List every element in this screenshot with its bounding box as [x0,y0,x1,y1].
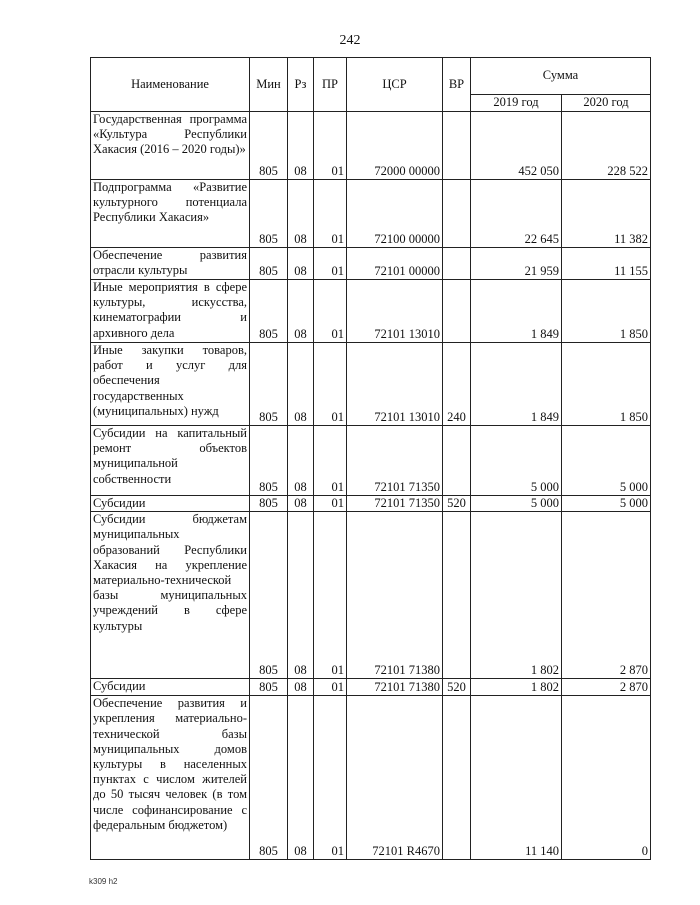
row-amount-2020: 5 000 [562,426,651,496]
row-rz: 08 [288,512,314,679]
row-name [91,496,250,512]
row-rz: 08 [288,280,314,343]
row-pr: 01 [314,112,347,180]
row-amount-2019: 22 645 [471,180,562,248]
row-min: 805 [250,280,288,343]
table-row [91,696,651,860]
row-name [91,248,250,280]
row-amount-2020: 11 155 [562,248,651,280]
row-name-text: Иные закупки товаров, работ и услуг для обеспечения государственных (муниципальных) нужд [93,343,247,418]
table-row [91,112,651,180]
header-csr: ЦСР [347,58,443,112]
row-name-text: Обеспечение развития отрасли культуры [93,248,247,278]
page-number: 242 [339,33,361,48]
row-name [91,679,250,696]
row-name [91,280,250,343]
row-name-text: Субсидии на капитальный ремонт объектов муниципальной собственности [93,426,247,486]
row-pr: 01 [314,426,347,496]
table-row [91,679,651,696]
header-rz: Рз [288,58,314,112]
row-csr: 72101 71350 [347,426,443,496]
row-name [91,426,250,496]
row-amount-2019: 1 802 [471,512,562,679]
row-pr: 01 [314,696,347,860]
row-amount-2019: 452 050 [471,112,562,180]
row-pr: 01 [314,679,347,696]
row-min: 805 [250,343,288,426]
header-year-2020: 2020 год [562,95,651,112]
row-name [91,180,250,248]
header-year-2019: 2019 год [471,95,562,112]
row-min: 805 [250,512,288,679]
row-min: 805 [250,248,288,280]
row-amount-2019: 1 849 [471,343,562,426]
row-name-text: Иные мероприятия в сфере культуры, искусства, кинематографии и архивного дела [93,280,247,340]
row-vr [443,248,471,280]
row-vr [443,112,471,180]
header-sum: Сумма [471,58,651,95]
row-min: 805 [250,696,288,860]
row-vr [443,696,471,860]
footer-code: k309 h2 [89,877,118,886]
row-pr: 01 [314,343,347,426]
header-pr: ПР [314,58,347,112]
row-vr [443,426,471,496]
row-name [91,343,250,426]
row-vr [443,512,471,679]
row-pr: 01 [314,512,347,679]
row-csr: 72101 71380 [347,679,443,696]
row-amount-2020: 228 522 [562,112,651,180]
budget-table [90,57,651,860]
row-name [91,112,250,180]
row-csr: 72101 R4670 [347,696,443,860]
row-pr: 01 [314,248,347,280]
row-vr [443,180,471,248]
row-amount-2020: 1 850 [562,343,651,426]
row-vr [443,280,471,343]
table-row [91,512,651,679]
header-min: Мин [250,58,288,112]
row-amount-2020: 2 870 [562,679,651,696]
row-name-text: Обеспечение развития и укрепления материально-технической базы муниципальных домов культуры в населенных пунктах с числом жителей до 50 тысяч человек (в том числе софинансирование с федеральным бюджетом) [93,696,247,832]
row-amount-2020: 0 [562,696,651,860]
row-csr: 72100 00000 [347,180,443,248]
row-csr: 72101 13010 [347,343,443,426]
row-amount-2020: 2 870 [562,512,651,679]
header-vr: ВР [443,58,471,112]
row-vr: 240 [443,343,471,426]
table-row [91,280,651,343]
table-row [91,426,651,496]
table-row [91,343,651,426]
row-name-text: Подпрограмма «Развитие культурного потенциала Республики Хакасия» [93,180,247,225]
row-vr: 520 [443,496,471,512]
row-pr: 01 [314,280,347,343]
row-rz: 08 [288,696,314,860]
table-row [91,180,651,248]
row-pr: 01 [314,496,347,512]
row-rz: 08 [288,426,314,496]
row-min: 805 [250,112,288,180]
row-rz: 08 [288,180,314,248]
row-amount-2020: 11 382 [562,180,651,248]
row-pr: 01 [314,180,347,248]
row-vr: 520 [443,679,471,696]
row-csr: 72101 13010 [347,280,443,343]
row-amount-2020: 5 000 [562,496,651,512]
row-name [91,512,250,679]
row-name-text: Государственная программа «Культура Республики Хакасия (2016 – 2020 годы)» [93,112,247,157]
row-csr: 72000 00000 [347,112,443,180]
row-csr: 72101 71380 [347,512,443,679]
table-row [91,248,651,280]
row-csr: 72101 71350 [347,496,443,512]
row-rz: 08 [288,248,314,280]
header-name: Наименование [91,58,250,112]
row-amount-2019: 1 849 [471,280,562,343]
row-amount-2019: 1 802 [471,679,562,696]
row-amount-2020: 1 850 [562,280,651,343]
row-rz: 08 [288,496,314,512]
table-row [91,496,651,512]
row-min: 805 [250,180,288,248]
row-name-text: Субсидии [93,496,146,510]
row-rz: 08 [288,112,314,180]
row-name [91,696,250,860]
row-min: 805 [250,679,288,696]
row-csr: 72101 00000 [347,248,443,280]
row-amount-2019: 5 000 [471,426,562,496]
row-min: 805 [250,496,288,512]
row-rz: 08 [288,679,314,696]
row-amount-2019: 11 140 [471,696,562,860]
row-amount-2019: 21 959 [471,248,562,280]
row-amount-2019: 5 000 [471,496,562,512]
row-min: 805 [250,426,288,496]
row-name-text: Субсидии бюджетам муниципальных образований Республики Хакасия на укрепление материально-технической базы муниципальных учреждений в сфере культуры [93,512,247,633]
row-rz: 08 [288,343,314,426]
row-name-text: Субсидии [93,679,146,694]
